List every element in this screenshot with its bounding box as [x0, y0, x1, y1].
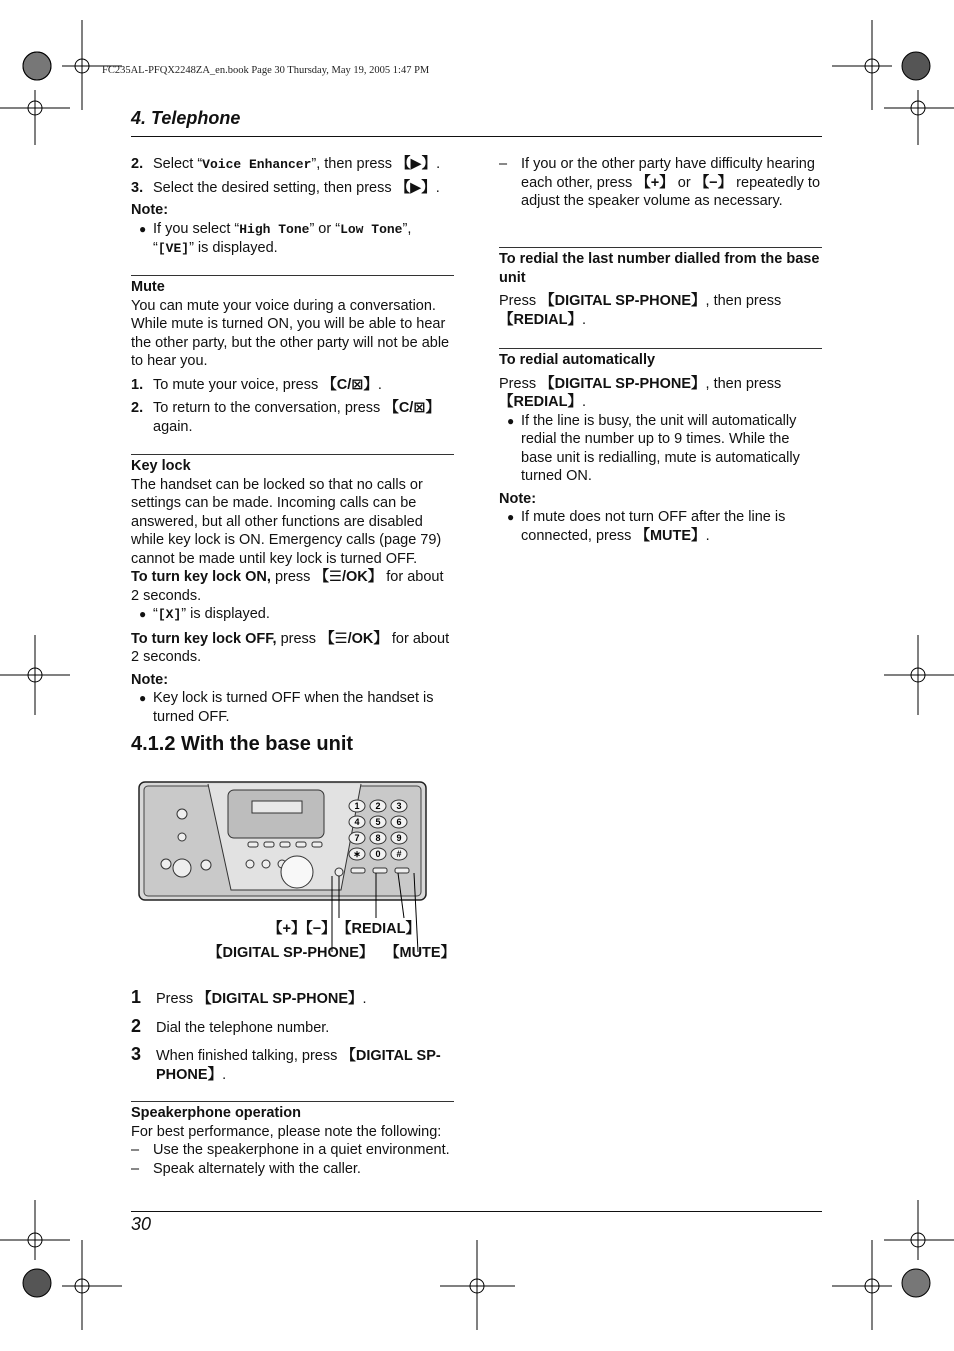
print-header: FC235AL-PFQX2248ZA_en.book Page 30 Thursday, May 19, 2005 1:47 PM	[102, 65, 430, 76]
mute-section	[131, 278, 455, 436]
keypad-key-label: 1	[354, 801, 360, 811]
keypad-key-label: 6	[396, 817, 402, 827]
redial-auto-section	[499, 351, 823, 545]
mute-step-1: 1. To mute your voice, press 【C/⊠】.	[131, 376, 382, 393]
step-3: 3. Select the desired setting, then press 【▶】.	[131, 179, 440, 196]
mute-rule	[131, 275, 454, 276]
keypad-key-label: 8	[375, 833, 381, 843]
left-column	[131, 155, 455, 259]
base-step-1: 1 Press 【DIGITAL SP-PHONE】.	[131, 987, 367, 1007]
step-2: 2. Select “Voice Enhancer”, then press 【▶】.	[131, 156, 441, 172]
redial-label: 【REDIAL】	[337, 921, 420, 937]
keypad-key-label: 3	[396, 801, 402, 811]
keylock-note-bullet: ● Key lock is turned OFF when the handset is turned OFF.	[139, 690, 434, 725]
redial-auto-heading: To redial automatically	[499, 352, 656, 368]
keypad-key-label: 9	[396, 833, 402, 843]
keypad-key-label: 7	[354, 833, 360, 843]
redial-auto-rule	[499, 348, 822, 349]
note-label: Note:	[131, 202, 169, 218]
volume-keys-label: 【+】【−】	[268, 921, 336, 937]
keylock-off: To turn key lock OFF, press 【☰/OK】 for about 2 seconds.	[131, 630, 450, 665]
keylock-on-bullet: ● “[X]” is displayed.	[139, 606, 270, 622]
redial-last-rule	[499, 247, 822, 248]
speaker-volume-tip: – If you or the other party have difficulty hearing each other, press 【+】 or 【−】 repeatedly to adjust the speaker volume as necessary.	[499, 156, 821, 209]
section-title: 4. Telephone	[131, 108, 241, 128]
keylock-note-label: Note:	[131, 671, 169, 688]
speaker-section	[131, 1104, 455, 1178]
keylock-heading: Key lock	[131, 458, 191, 474]
keypad-key-label: 4	[354, 817, 360, 827]
note-bullet: ● If you select “High Tone” or “Low Tone”, “[VE]” is displayed.	[139, 220, 412, 256]
redial-last-text: Press 【DIGITAL SP-PHONE】, then press 【REDIAL】.	[499, 293, 782, 328]
mute-heading: Mute	[131, 279, 165, 295]
keylock-paragraph: The handset can be locked so that no calls or settings can be made. Incoming calls can be answered, but all other functions are disabled while key lock is ON. Emergency calls (page 79) cannot be made until key lock is turned OFF.	[131, 476, 442, 567]
speaker-item-2: – Speak alternately with the caller.	[131, 1160, 361, 1177]
header-rule	[131, 136, 822, 137]
mute-step-2: 2. To return to the conversation, press 【C/⊠】 again.	[131, 400, 440, 435]
footer-rule	[131, 1211, 822, 1212]
keypad-key-label: ∗	[353, 849, 361, 859]
redial-last-heading: To redial the last number dialled from the base unit	[499, 251, 820, 286]
keypad-key-label: 2	[375, 801, 381, 811]
mute-label: 【MUTE】	[385, 945, 456, 961]
speaker-item-1: – Use the speakerphone in a quiet environment.	[131, 1142, 450, 1158]
redial-note-label: Note:	[499, 490, 537, 507]
speaker-rule	[131, 1101, 454, 1102]
redial-last-section	[499, 250, 823, 329]
right-column	[499, 155, 823, 211]
keylock-rule	[131, 454, 454, 455]
keypad-key-label: 5	[375, 817, 381, 827]
base-steps	[131, 987, 455, 1084]
speaker-paragraph: For best performance, please note the following:	[131, 1123, 442, 1140]
redial-auto-bullet: ● If the line is busy, the unit will automatically redial the number up to 9 times. While the base unit is redialling, mute is automatically turned ON.	[507, 412, 800, 484]
keypad-key-label: #	[396, 849, 402, 859]
mute-paragraph: You can mute your voice during a conversation. While mute is turned ON, you will be able to hear the other party, but the other party will not be able to hear you.	[131, 297, 450, 369]
redial-note-bullet: ● If mute does not turn OFF after the line is connected, press 【MUTE】.	[507, 509, 786, 544]
base-unit-heading: 4.1.2 With the base unit	[131, 733, 354, 755]
digital-sp-phone-label: 【DIGITAL SP-PHONE】	[208, 945, 374, 961]
keypad-key-label: 0	[375, 849, 381, 859]
redial-auto-text: Press 【DIGITAL SP-PHONE】, then press 【REDIAL】.	[499, 375, 782, 410]
keylock-section	[131, 457, 455, 726]
base-step-2: 2 Dial the telephone number.	[131, 1015, 330, 1036]
base-step-3: 3 When finished talking, press 【DIGITAL SP-PHONE】.	[131, 1044, 441, 1083]
keylock-on: To turn key lock ON, press 【☰/OK】 for about 2 seconds.	[131, 569, 444, 604]
page-number: 30	[131, 1214, 152, 1234]
speaker-heading: Speakerphone operation	[131, 1105, 302, 1121]
